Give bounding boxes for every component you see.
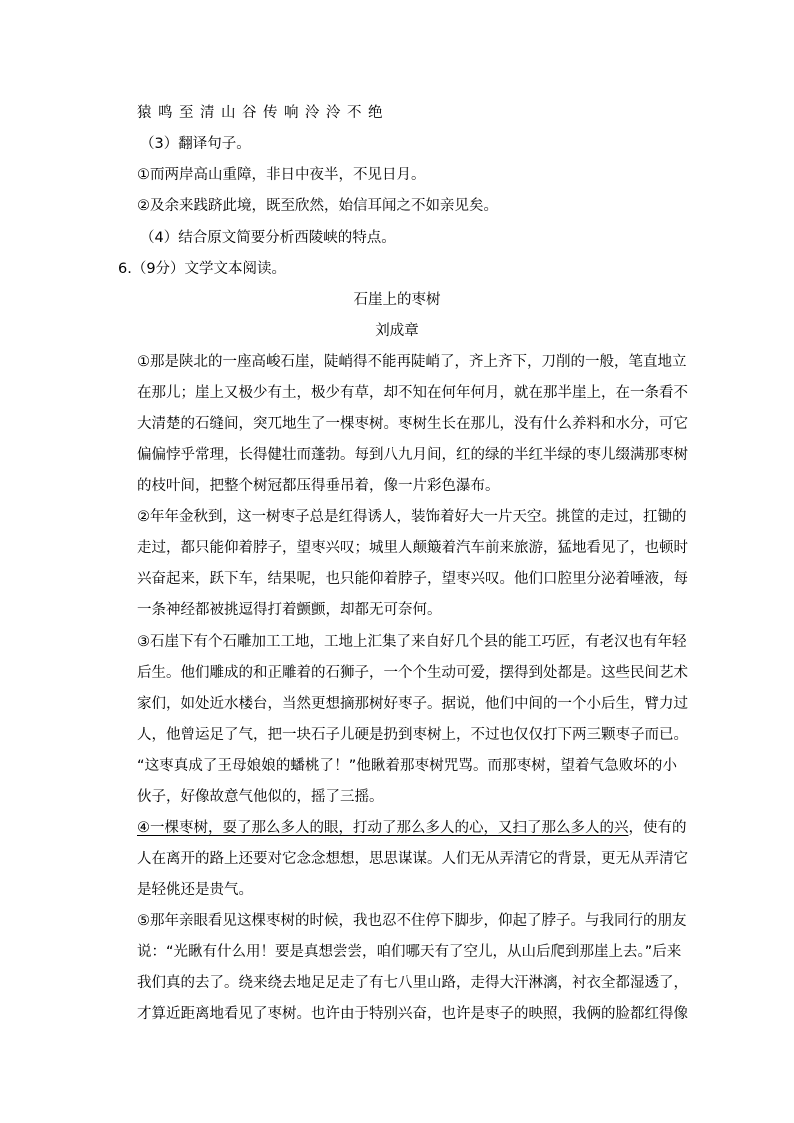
question-6-heading: 6.（9分）文学文本阅读。 (118, 261, 287, 277)
para5-line: 才算近距离地看见了枣树。也许由于特别兴奋，也许是枣子的映照，我俩的脸都红得像 (137, 1006, 688, 1022)
para3-line: 伙子，好像故意气他似的，摇了三摇。 (137, 789, 384, 805)
poem-line: 猿鸣至清山谷传响泠泠不绝 (137, 105, 389, 121)
article-author: 刘成章 (375, 323, 419, 339)
para1-line: 的枝叶间，把整个树冠都压得垂吊着，像一片彩色瀑布。 (137, 478, 500, 494)
para3-line: ③石崖下有个石雕加工工地，工地上汇集了来自好几个县的能工巧匠，有老汉也有年轻 (137, 634, 687, 650)
para1-line: ①那是陕北的一座高峻石崖，陡峭得不能再陡峭了，齐上齐下，刀削的一般，笔直地立 (137, 354, 687, 370)
para1-line: 大清楚的石缝间，突兀地生了一棵枣树。枣树生长在那儿，没有什么养料和水分，可它 (137, 416, 688, 432)
question-3-heading: （3）翻译句子。 (140, 136, 251, 152)
para5-line: 说：“光瞅有什么用！要是真想尝尝，咱们哪天有了空儿，从山后爬到那崖上去。”后来 (137, 944, 682, 960)
underlined-sentence: ④一棵枣树，耍了那么多人的眼，打动了那么多人的心，又扫了那么多人的兴 (137, 820, 629, 836)
article-title: 石崖上的枣树 (353, 292, 441, 308)
para5-line: ⑤那年亲眼看见这棵枣树的时候，我也忍不住停下脚步，仰起了脖子。与我同行的朋友 (137, 913, 687, 929)
para4-rest: ，使有的 (628, 820, 687, 836)
para4-line: 是轻佻还是贵气。 (137, 882, 253, 898)
para4-line: 人在离开的路上还要对它念念想想，思思谋谋。人们无从弄清它的背景，更无从弄清它 (137, 851, 688, 867)
para2-line: 一条神经都被挑逗得打着颤颤，却都无可奈何。 (137, 602, 442, 618)
para2-line: ②年年金秋到，这一树枣子总是红得诱人，装饰着好大一片天空。挑筐的走过，扛锄的 (137, 509, 687, 525)
para4-first-line (137, 818, 687, 838)
translate-sentence-2: ②及余来践跻此境，既至欣然，始信耳闻之不如亲见矣。 (137, 198, 498, 214)
para3-line: “这枣真成了王母娘娘的蟠桃了！”他瞅着那枣树咒骂。而那枣树，望着气急败坏的小 (137, 758, 677, 774)
para2-line: 走过，都只能仰着脖子，望枣兴叹；城里人颠簸着汽车前来旅游，猛地看见了，也顿时 (137, 540, 688, 556)
question-4-heading: （4）结合原文简要分析西陵峡的特点。 (140, 230, 396, 246)
para1-line: 偏偏悖乎常理，长得健壮而蓬勃。每到八九月间，红的绿的半红半绿的枣儿缀满那枣树 (137, 447, 688, 463)
para2-line: 兴奋起来，跃下车，结果呢，也只能仰着脖子，望枣兴叹。他们口腔里分泌着唾液，每 (137, 571, 688, 587)
para1-line: 在那儿；崖上又极少有土，极少有草，却不知在何年何月，就在那半崖上，在一条看不 (137, 385, 688, 401)
para5-line: 我们真的去了。绕来绕去地足足走了有七八里山路，走得大汗淋漓，衬衣全都湿透了， (137, 975, 688, 991)
para3-line: 家们，如处近水楼台，当然更想摘那树好枣子。据说，他们中间的一个小后生，臂力过 (137, 696, 688, 712)
para3-line: 后生。他们雕成的和正雕着的石狮子，一个个生动可爱，摆得到处都是。这些民间艺术 (137, 665, 688, 681)
para3-line: 人，他曾运足了气，把一块石子儿硬是扔到枣树上，不过也仅仅打下两三颗枣子而已。 (137, 727, 688, 743)
translate-sentence-1: ①而两岸高山重障，非日中夜半，不见日月。 (137, 167, 426, 183)
